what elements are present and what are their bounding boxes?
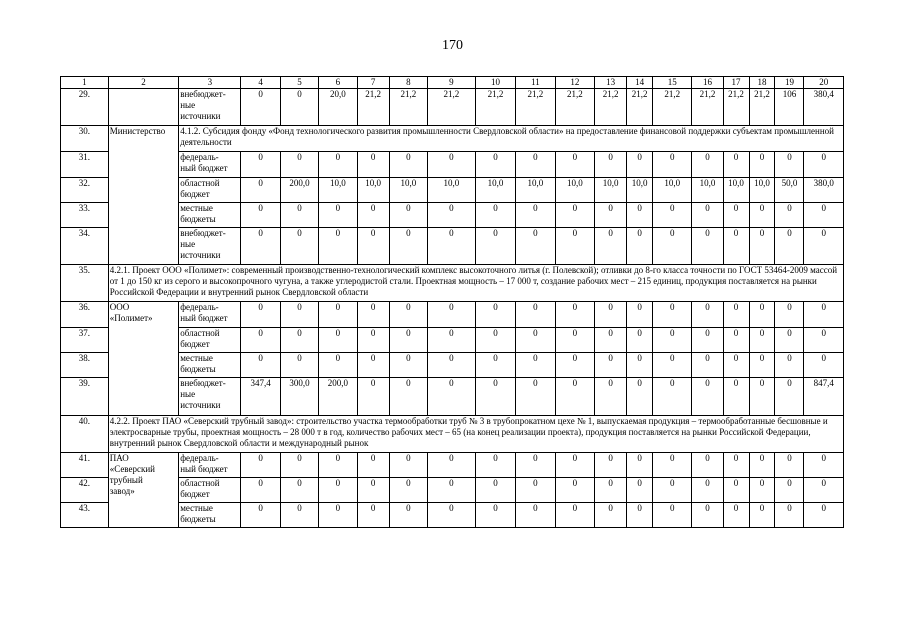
column-header: 6	[319, 77, 357, 89]
value-cell: 0	[692, 152, 723, 178]
value-cell: 0	[804, 478, 844, 503]
header-row	[61, 77, 844, 89]
value-cell: 21,2	[516, 89, 555, 126]
value-cell: 0	[389, 203, 427, 228]
value-cell: 0	[653, 228, 692, 265]
value-cell: 0	[692, 302, 723, 328]
value-cell: 300,0	[280, 378, 318, 416]
value-cell: 0	[357, 152, 389, 178]
value-cell: 0	[804, 228, 844, 265]
value-cell: 0	[804, 152, 844, 178]
value-cell: 21,2	[723, 89, 749, 126]
value-cell: 0	[428, 453, 476, 478]
value-cell: 0	[428, 152, 476, 178]
value-cell: 0	[319, 328, 357, 353]
table-row	[61, 178, 844, 203]
funding-source: внебюджет- ные источники	[179, 89, 241, 126]
value-cell: 0	[692, 353, 723, 378]
value-cell: 10,0	[555, 178, 594, 203]
column-header: 4	[241, 77, 280, 89]
value-cell: 10,0	[595, 178, 627, 203]
column-header: 16	[692, 77, 723, 89]
value-cell: 200,0	[319, 378, 357, 416]
value-cell: 0	[475, 453, 515, 478]
measure-description: 4.1.2. Субсидия фонду «Фонд технологического развития промышленности Свердловской области» на предоставление финансовой поддержки субъектам промышленной деятельности	[179, 126, 844, 152]
value-cell: 0	[241, 178, 280, 203]
value-cell: 0	[775, 353, 804, 378]
value-cell: 0	[241, 328, 280, 353]
column-header: 18	[749, 77, 775, 89]
value-cell: 0	[692, 378, 723, 416]
row-number: 38.	[61, 353, 109, 378]
funding-source: федераль- ный бюджет	[179, 302, 241, 328]
value-cell: 0	[516, 328, 555, 353]
row-number: 40.	[61, 416, 109, 453]
value-cell: 0	[428, 302, 476, 328]
value-cell: 0	[555, 152, 594, 178]
value-cell: 0	[555, 503, 594, 528]
table-row	[61, 265, 844, 302]
value-cell: 0	[555, 478, 594, 503]
value-cell: 0	[428, 378, 476, 416]
value-cell: 0	[749, 378, 775, 416]
value-cell: 0	[319, 302, 357, 328]
row-number: 36.	[61, 302, 109, 328]
table-row	[61, 378, 844, 416]
column-header: 17	[723, 77, 749, 89]
value-cell: 0	[723, 503, 749, 528]
value-cell: 0	[280, 152, 318, 178]
value-cell: 0	[692, 228, 723, 265]
value-cell: 0	[516, 478, 555, 503]
value-cell: 0	[653, 378, 692, 416]
value-cell: 0	[804, 503, 844, 528]
value-cell: 0	[749, 478, 775, 503]
value-cell: 0	[595, 378, 627, 416]
value-cell: 21,2	[428, 89, 476, 126]
value-cell: 0	[241, 478, 280, 503]
column-header: 3	[179, 77, 241, 89]
table-row	[61, 503, 844, 528]
column-header: 15	[653, 77, 692, 89]
value-cell: 0	[653, 353, 692, 378]
value-cell: 0	[775, 152, 804, 178]
value-cell: 0	[723, 203, 749, 228]
value-cell: 0	[475, 152, 515, 178]
value-cell: 0	[241, 453, 280, 478]
value-cell: 0	[555, 378, 594, 416]
column-header: 9	[428, 77, 476, 89]
value-cell: 50,0	[775, 178, 804, 203]
column-header: 8	[389, 77, 427, 89]
value-cell: 0	[653, 328, 692, 353]
value-cell: 0	[357, 503, 389, 528]
value-cell: 0	[595, 328, 627, 353]
value-cell: 21,2	[475, 89, 515, 126]
value-cell: 0	[595, 353, 627, 378]
value-cell: 0	[357, 453, 389, 478]
value-cell: 0	[555, 353, 594, 378]
value-cell: 0	[319, 503, 357, 528]
value-cell: 10,0	[428, 178, 476, 203]
value-cell: 10,0	[692, 178, 723, 203]
value-cell: 0	[775, 328, 804, 353]
value-cell: 0	[627, 353, 653, 378]
value-cell: 20,0	[319, 89, 357, 126]
row-number: 39.	[61, 378, 109, 416]
value-cell: 380,0	[804, 178, 844, 203]
value-cell: 0	[804, 328, 844, 353]
value-cell: 0	[241, 503, 280, 528]
funding-source: местные бюджеты	[179, 353, 241, 378]
value-cell: 10,0	[723, 178, 749, 203]
row-number: 43.	[61, 503, 109, 528]
row-number: 42.	[61, 478, 109, 503]
column-header: 2	[108, 77, 179, 89]
value-cell: 0	[653, 453, 692, 478]
table-row	[61, 203, 844, 228]
value-cell: 0	[627, 152, 653, 178]
value-cell: 0	[775, 203, 804, 228]
funding-source: федераль- ный бюджет	[179, 152, 241, 178]
value-cell: 0	[389, 228, 427, 265]
value-cell: 0	[319, 228, 357, 265]
value-cell: 21,2	[555, 89, 594, 126]
value-cell: 0	[555, 302, 594, 328]
column-header: 5	[280, 77, 318, 89]
value-cell: 0	[749, 353, 775, 378]
value-cell: 0	[319, 353, 357, 378]
value-cell: 0	[241, 203, 280, 228]
value-cell: 0	[653, 478, 692, 503]
value-cell: 0	[357, 203, 389, 228]
column-header: 11	[516, 77, 555, 89]
value-cell: 0	[723, 152, 749, 178]
executor-cell: ООО «Полимет»	[108, 302, 179, 416]
table-row	[61, 228, 844, 265]
value-cell: 0	[280, 478, 318, 503]
row-number: 41.	[61, 453, 109, 478]
value-cell: 0	[749, 152, 775, 178]
value-cell: 0	[428, 353, 476, 378]
value-cell: 0	[428, 503, 476, 528]
value-cell: 0	[555, 328, 594, 353]
row-number: 34.	[61, 228, 109, 265]
value-cell: 10,0	[357, 178, 389, 203]
value-cell: 0	[280, 203, 318, 228]
table-row	[61, 89, 844, 126]
value-cell: 0	[516, 152, 555, 178]
value-cell: 0	[319, 152, 357, 178]
value-cell: 0	[595, 152, 627, 178]
value-cell: 847,4	[804, 378, 844, 416]
executor-cell: ПАО «Северский трубный завод»	[108, 453, 179, 528]
value-cell: 0	[357, 353, 389, 378]
value-cell: 0	[595, 503, 627, 528]
value-cell: 0	[389, 478, 427, 503]
row-number: 33.	[61, 203, 109, 228]
value-cell: 0	[555, 228, 594, 265]
value-cell: 106	[775, 89, 804, 126]
value-cell: 0	[475, 503, 515, 528]
value-cell: 0	[389, 353, 427, 378]
value-cell: 10,0	[749, 178, 775, 203]
value-cell: 0	[241, 152, 280, 178]
value-cell: 10,0	[516, 178, 555, 203]
measure-description: 4.2.2. Проект ПАО «Северский трубный завод»: строительство участка термообработки труб № 3 в трубопрокатном цехе № 1, выпускаемая продукция – термообработанные бесшовные и электросварные трубы, проектная мощность – 28 000 т в год, количество рабочих мест – 65 (на конец реализации проекта), продукция поставляется на рынки Российской Федерации, внутренний рынок Свердловской области и международный рынок	[108, 416, 843, 453]
value-cell: 0	[428, 228, 476, 265]
value-cell: 0	[428, 203, 476, 228]
value-cell: 0	[475, 378, 515, 416]
executor-cell	[108, 89, 179, 126]
value-cell: 0	[595, 453, 627, 478]
value-cell: 0	[775, 453, 804, 478]
funding-source: федераль- ный бюджет	[179, 453, 241, 478]
value-cell: 0	[389, 328, 427, 353]
value-cell: 21,2	[357, 89, 389, 126]
value-cell: 0	[516, 353, 555, 378]
value-cell: 10,0	[653, 178, 692, 203]
value-cell: 21,2	[389, 89, 427, 126]
value-cell: 0	[627, 328, 653, 353]
value-cell: 0	[389, 503, 427, 528]
value-cell: 21,2	[595, 89, 627, 126]
value-cell: 0	[357, 478, 389, 503]
value-cell: 0	[723, 453, 749, 478]
value-cell: 0	[475, 203, 515, 228]
value-cell: 0	[555, 203, 594, 228]
value-cell: 0	[516, 228, 555, 265]
value-cell: 0	[723, 478, 749, 503]
value-cell: 0	[475, 353, 515, 378]
value-cell: 10,0	[475, 178, 515, 203]
value-cell: 21,2	[749, 89, 775, 126]
table-row	[61, 126, 844, 152]
value-cell: 0	[775, 478, 804, 503]
row-number: 37.	[61, 328, 109, 353]
row-number: 32.	[61, 178, 109, 203]
table-row	[61, 416, 844, 453]
table-row	[61, 478, 844, 503]
budget-table	[60, 76, 844, 528]
column-header: 20	[804, 77, 844, 89]
column-header: 12	[555, 77, 594, 89]
value-cell: 0	[428, 328, 476, 353]
value-cell: 0	[357, 378, 389, 416]
funding-source: внебюджет- ные источники	[179, 378, 241, 416]
value-cell: 0	[389, 152, 427, 178]
value-cell: 0	[516, 503, 555, 528]
value-cell: 0	[280, 328, 318, 353]
value-cell: 0	[653, 203, 692, 228]
value-cell: 0	[723, 378, 749, 416]
value-cell: 0	[653, 302, 692, 328]
value-cell: 0	[775, 503, 804, 528]
value-cell: 21,2	[627, 89, 653, 126]
value-cell: 0	[280, 453, 318, 478]
value-cell: 0	[804, 353, 844, 378]
value-cell: 0	[241, 302, 280, 328]
row-number: 30.	[61, 126, 109, 152]
value-cell: 10,0	[319, 178, 357, 203]
value-cell: 0	[475, 478, 515, 503]
measure-description: 4.2.1. Проект ООО «Полимет»: современный производственно-технологический комплекс высокоточного литья (г. Полевской); отливки до 8-го класса точности по ГОСТ 53464-2009 массой от 1 до 150 кг из серого и высокопрочного чугуна, а также углеродистой стали. Проектная мощность – 17 000 т, создание рабочих мест – 215 единиц, продукция поставляется на рынки Российской Федерации и внутренний рынок Свердловской области	[108, 265, 843, 302]
value-cell: 0	[804, 302, 844, 328]
value-cell: 0	[775, 228, 804, 265]
funding-source: областной бюджет	[179, 478, 241, 503]
value-cell: 0	[692, 328, 723, 353]
value-cell: 0	[475, 228, 515, 265]
value-cell: 380,4	[804, 89, 844, 126]
column-header: 13	[595, 77, 627, 89]
value-cell: 0	[389, 378, 427, 416]
value-cell: 0	[280, 503, 318, 528]
value-cell: 0	[723, 302, 749, 328]
value-cell: 0	[280, 228, 318, 265]
value-cell: 0	[627, 228, 653, 265]
value-cell: 0	[357, 302, 389, 328]
table-row	[61, 353, 844, 378]
value-cell: 0	[516, 378, 555, 416]
value-cell: 0	[627, 478, 653, 503]
value-cell: 21,2	[653, 89, 692, 126]
value-cell: 0	[775, 302, 804, 328]
value-cell: 0	[775, 378, 804, 416]
value-cell: 0	[428, 478, 476, 503]
value-cell: 0	[627, 453, 653, 478]
column-header: 7	[357, 77, 389, 89]
value-cell: 0	[653, 503, 692, 528]
value-cell: 0	[319, 203, 357, 228]
value-cell: 0	[319, 453, 357, 478]
value-cell: 0	[280, 302, 318, 328]
funding-source: областной бюджет	[179, 328, 241, 353]
value-cell: 0	[723, 328, 749, 353]
value-cell: 347,4	[241, 378, 280, 416]
page-number: 170	[442, 38, 463, 53]
funding-source: местные бюджеты	[179, 503, 241, 528]
executor-cell: Министерство	[108, 126, 179, 265]
value-cell: 0	[627, 203, 653, 228]
value-cell: 0	[595, 203, 627, 228]
table-row	[61, 328, 844, 353]
value-cell: 0	[692, 478, 723, 503]
value-cell: 0	[280, 353, 318, 378]
column-header: 1	[61, 77, 109, 89]
value-cell: 0	[516, 302, 555, 328]
funding-source: областной бюджет	[179, 178, 241, 203]
value-cell: 0	[749, 203, 775, 228]
value-cell: 200,0	[280, 178, 318, 203]
value-cell: 21,2	[692, 89, 723, 126]
value-cell: 0	[627, 503, 653, 528]
value-cell: 0	[653, 152, 692, 178]
value-cell: 0	[357, 228, 389, 265]
value-cell: 0	[627, 378, 653, 416]
value-cell: 0	[804, 203, 844, 228]
value-cell: 0	[749, 328, 775, 353]
row-number: 35.	[61, 265, 109, 302]
column-header: 19	[775, 77, 804, 89]
value-cell: 0	[516, 453, 555, 478]
value-cell: 0	[389, 453, 427, 478]
table-row	[61, 302, 844, 328]
value-cell: 0	[749, 228, 775, 265]
value-cell: 0	[749, 453, 775, 478]
value-cell: 0	[241, 353, 280, 378]
value-cell: 0	[319, 478, 357, 503]
funding-source: местные бюджеты	[179, 203, 241, 228]
value-cell: 0	[749, 503, 775, 528]
value-cell: 0	[241, 89, 280, 126]
table-row	[61, 453, 844, 478]
value-cell: 0	[555, 453, 594, 478]
column-header: 14	[627, 77, 653, 89]
row-number: 31.	[61, 152, 109, 178]
value-cell: 0	[389, 302, 427, 328]
value-cell: 0	[723, 353, 749, 378]
funding-source: внебюджет- ные источники	[179, 228, 241, 265]
value-cell: 0	[692, 503, 723, 528]
value-cell: 10,0	[627, 178, 653, 203]
value-cell: 0	[280, 89, 318, 126]
table-row	[61, 152, 844, 178]
value-cell: 0	[357, 328, 389, 353]
value-cell: 0	[749, 302, 775, 328]
value-cell: 0	[595, 478, 627, 503]
value-cell: 0	[516, 203, 555, 228]
value-cell: 0	[723, 228, 749, 265]
value-cell: 10,0	[389, 178, 427, 203]
value-cell: 0	[804, 453, 844, 478]
value-cell: 0	[627, 302, 653, 328]
value-cell: 0	[595, 302, 627, 328]
value-cell: 0	[475, 302, 515, 328]
value-cell: 0	[595, 228, 627, 265]
value-cell: 0	[475, 328, 515, 353]
column-header: 10	[475, 77, 515, 89]
row-number: 29.	[61, 89, 109, 126]
value-cell: 0	[692, 203, 723, 228]
value-cell: 0	[692, 453, 723, 478]
value-cell: 0	[241, 228, 280, 265]
